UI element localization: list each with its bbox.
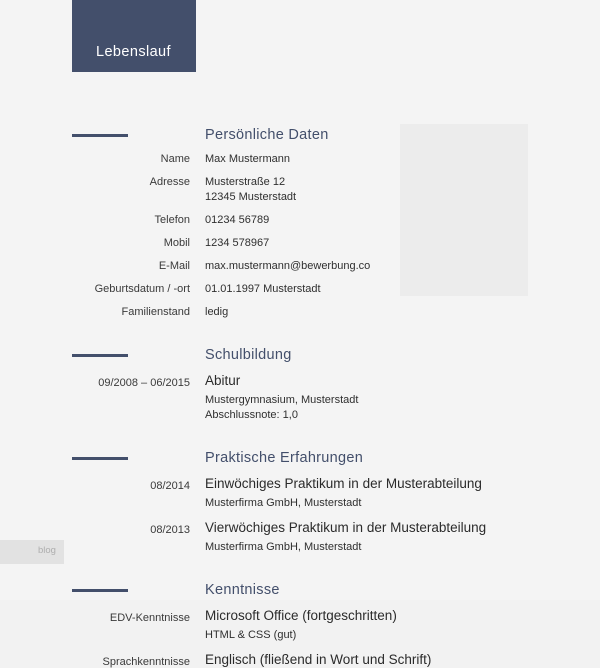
section-rule [72, 589, 128, 592]
section-title: Praktische Erfahrungen [205, 450, 364, 466]
row-label: 09/2008 – 06/2015 [98, 377, 190, 389]
row-value: Microsoft Office (fortgeschritten) [205, 608, 397, 623]
page-title: Lebenslauf [96, 44, 171, 60]
section-title: Schulbildung [205, 347, 292, 363]
photo-placeholder [400, 124, 528, 296]
row-label: 08/2013 [150, 524, 190, 536]
row-value: Musterstraße 12 [205, 176, 286, 188]
row-value: 01234 56789 [205, 214, 270, 226]
row-value: 1234 578967 [205, 237, 270, 249]
watermark-badge [0, 540, 64, 564]
row-value: 01.01.1997 Musterstadt [205, 283, 321, 295]
section-title: Kenntnisse [205, 582, 280, 598]
header-banner [72, 0, 196, 72]
section-rule [72, 354, 128, 357]
row-value: max.mustermann@bewerbung.co [205, 260, 371, 272]
row-value: Max Mustermann [205, 153, 290, 165]
row-label: E-Mail [158, 260, 190, 272]
row-value: Einwöchiges Praktikum in der Musterabteilung [205, 476, 482, 491]
row-label: EDV-Kenntnisse [109, 612, 190, 624]
row-value: Mustergymnasium, Musterstadt [205, 394, 359, 406]
section-title: Persönliche Daten [205, 127, 329, 143]
row-label: Familienstand [121, 306, 190, 318]
watermark-label: blog [38, 545, 56, 556]
row-label: Sprachkenntnisse [102, 656, 190, 668]
section-rule [72, 134, 128, 137]
row-value: ledig [205, 306, 229, 318]
row-value: Musterfirma GmbH, Musterstadt [205, 541, 362, 553]
row-label: 08/2014 [150, 480, 190, 492]
row-value: 12345 Musterstadt [205, 191, 297, 203]
row-value: Vierwöchiges Praktikum in der Musterabteilung [205, 520, 487, 535]
row-value: Abschlussnote: 1,0 [205, 409, 298, 421]
row-label: Name [160, 153, 190, 165]
row-value: Musterfirma GmbH, Musterstadt [205, 497, 362, 509]
row-label: Telefon [154, 214, 190, 226]
row-value: HTML & CSS (gut) [205, 629, 297, 641]
row-value: Abitur [205, 373, 241, 388]
row-value: Englisch (fließend in Wort und Schrift) [205, 652, 432, 667]
row-label: Adresse [149, 176, 190, 188]
row-label: Mobil [163, 237, 190, 249]
section-rule [72, 457, 128, 460]
row-label: Geburtsdatum / -ort [94, 283, 190, 295]
